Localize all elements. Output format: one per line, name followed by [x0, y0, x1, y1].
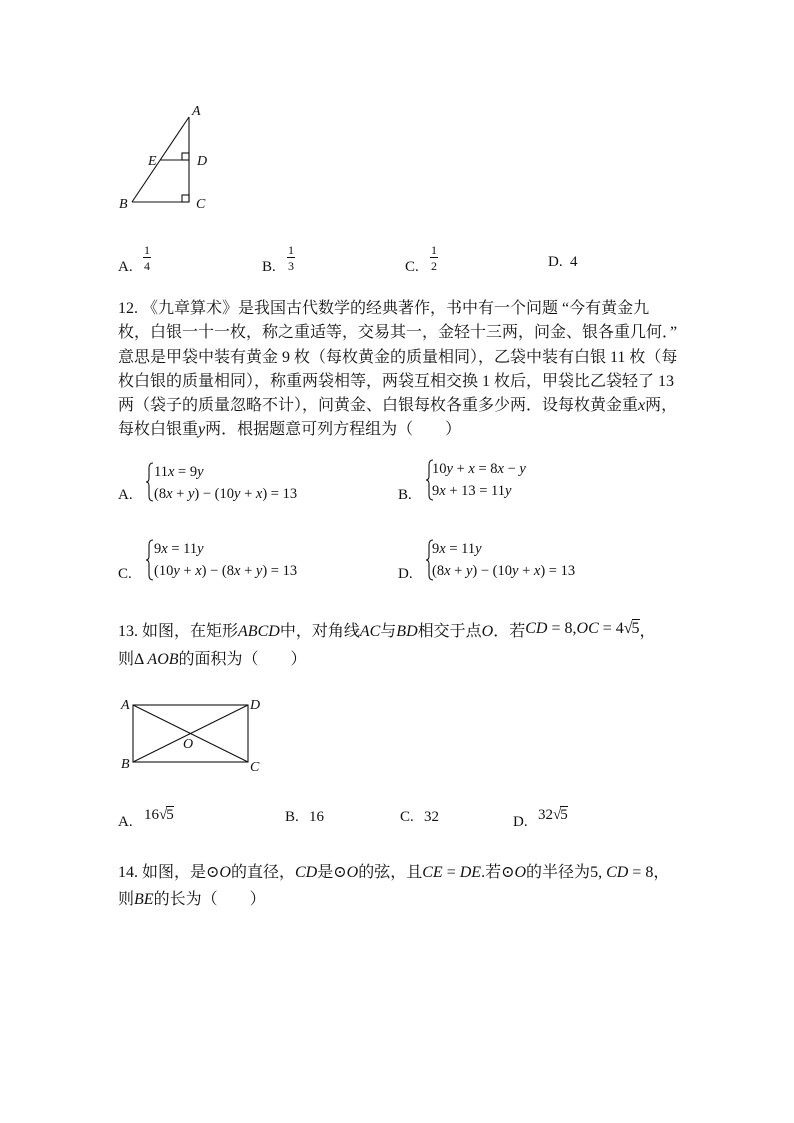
text-segment: 每枚白银重	[118, 421, 199, 438]
math-segment: 5, CD = 8	[590, 864, 654, 881]
text-segment: 两（袋子的质量忽略不计），问黄金、白银每枚各重多少两．设每枚黄金重	[118, 397, 639, 414]
q12-option-a	[118, 458, 368, 504]
text-segment: .若	[481, 864, 502, 881]
q13-line-2	[118, 650, 307, 670]
text-segment: 两．根据题意可列方程组为（ ）	[205, 421, 462, 438]
text-segment: 则	[118, 651, 135, 668]
q12-line-2: 枚，白银一十一枚，称之重适等，交易其一，金轻十三两，问金、银各重几何．”	[118, 324, 678, 341]
text-segment: ，	[653, 864, 670, 881]
brace-icon	[145, 539, 154, 581]
math-segment: BD	[396, 623, 418, 640]
label-b: B	[121, 757, 130, 772]
q13-line-1	[118, 622, 656, 642]
text-segment: ．若	[493, 623, 526, 640]
label-c: C	[196, 197, 206, 212]
q12-option-c	[118, 536, 368, 584]
math-segment: ABCD	[238, 623, 280, 640]
option-value: 4	[570, 254, 578, 270]
triangle-figure	[100, 100, 220, 215]
label-a: A	[192, 104, 201, 119]
math-segment: AC	[359, 623, 381, 640]
label-b: B	[119, 197, 128, 212]
math-segment: CD	[295, 864, 318, 881]
denominator: 2	[431, 259, 437, 273]
option-value: 16	[309, 809, 324, 825]
fraction	[430, 244, 438, 272]
text-segment: 的弦，且	[358, 864, 423, 881]
q12-line-3: 意思是甲袋中装有黄金 9 枚（每枚黄金的质量相同），乙袋中装有白银 11 枚（每	[118, 349, 678, 366]
option-letter: A.	[118, 814, 133, 830]
label-d: D	[250, 698, 261, 713]
equation-1: 9x = 11y	[432, 541, 482, 557]
label-c: C	[250, 760, 260, 775]
option-letter: A.	[118, 259, 133, 275]
math-segment: CE = DE	[422, 864, 482, 881]
q12-line-6	[118, 420, 461, 440]
q14-line-1	[118, 863, 669, 883]
numerator: 1	[144, 243, 150, 257]
right-angle-mark-d	[182, 153, 189, 160]
q12-line-5	[118, 396, 677, 416]
text-segment: 的直径，	[230, 864, 295, 881]
q12-line-4: 枚白银的质量相同），称重两袋相等，两袋互相交换 1 枚后，甲袋比乙袋轻了 13	[118, 373, 675, 390]
text-segment: 相交于点	[417, 623, 482, 640]
math-segment: CD = 8,OC = 4√5	[525, 620, 640, 637]
text-segment: 13. 如图，在矩形	[118, 623, 239, 640]
option-value: 32√5	[538, 807, 568, 823]
right-angle-mark-c	[182, 195, 189, 202]
text-segment: ，	[639, 623, 656, 640]
option-letter: C.	[400, 809, 414, 825]
equation-2: (8x + y) − (10y + x) = 13	[432, 563, 576, 579]
math-segment: BE	[134, 891, 154, 908]
text-segment: 的半径为	[526, 864, 591, 881]
q12-line-1: 12. 《九章算术》是我国古代数学的经典著作，书中有一个问题 “今有黄金九	[118, 300, 650, 317]
label-a: A	[121, 698, 130, 713]
variable-y: y	[198, 421, 206, 438]
option-letter: B.	[398, 487, 412, 503]
option-letter: D.	[548, 254, 563, 270]
text-segment: 的面积为（ ）	[178, 651, 307, 668]
q14-line-2	[118, 890, 266, 910]
option-value: 32	[424, 809, 439, 825]
text-segment: 的长为（ ）	[153, 891, 266, 908]
text-segment: 则	[118, 891, 135, 908]
circle-o-symbol: ⊙O	[333, 864, 359, 881]
denominator: 4	[144, 259, 150, 273]
math-segment: Δ AOB	[134, 651, 179, 668]
option-letter: B.	[285, 809, 299, 825]
equation-2: (8x + y) − (10y + x) = 13	[154, 486, 298, 502]
option-letter: D.	[513, 814, 528, 830]
rectangle-figure	[110, 690, 270, 780]
option-letter: D.	[398, 566, 413, 582]
denominator: 3	[288, 259, 294, 273]
q12-option-d	[398, 536, 648, 584]
text-segment: 中，对角线	[279, 623, 360, 640]
option-letter: C.	[405, 259, 419, 275]
fraction	[143, 244, 151, 272]
equation-system	[432, 458, 526, 502]
circle-o-symbol: ⊙O	[501, 864, 527, 881]
equation-2: 9x + 13 = 11y	[432, 483, 512, 499]
label-d: D	[197, 154, 208, 169]
text-segment: 两，	[645, 397, 678, 414]
variable-x: x	[638, 397, 646, 414]
circle-o-symbol: ⊙O	[206, 864, 231, 881]
text-segment: 14. 如图，是	[118, 864, 207, 881]
q12-option-b	[398, 456, 648, 504]
equation-1: 9x = 11y	[154, 541, 204, 557]
option-letter: A.	[118, 487, 133, 503]
option-letter: C.	[118, 566, 132, 582]
equation-system	[154, 538, 297, 582]
label-e: E	[148, 154, 157, 169]
equation-system	[432, 538, 575, 582]
equation-1: 10y + x = 8x − y	[432, 461, 526, 477]
equation-1: 11x = 9y	[154, 464, 204, 480]
text-segment: 与	[380, 623, 397, 640]
numerator: 1	[288, 243, 294, 257]
equation-system	[154, 461, 297, 505]
numerator: 1	[431, 243, 437, 257]
option-value: 16√5	[144, 807, 174, 823]
option-letter: B.	[262, 259, 276, 275]
equation-2: (10y + x) − (8x + y) = 13	[154, 563, 298, 579]
text-segment: 是	[317, 864, 334, 881]
brace-icon	[145, 462, 154, 502]
label-o: O	[183, 737, 194, 752]
math-segment: O	[481, 623, 494, 640]
fraction	[287, 244, 295, 272]
